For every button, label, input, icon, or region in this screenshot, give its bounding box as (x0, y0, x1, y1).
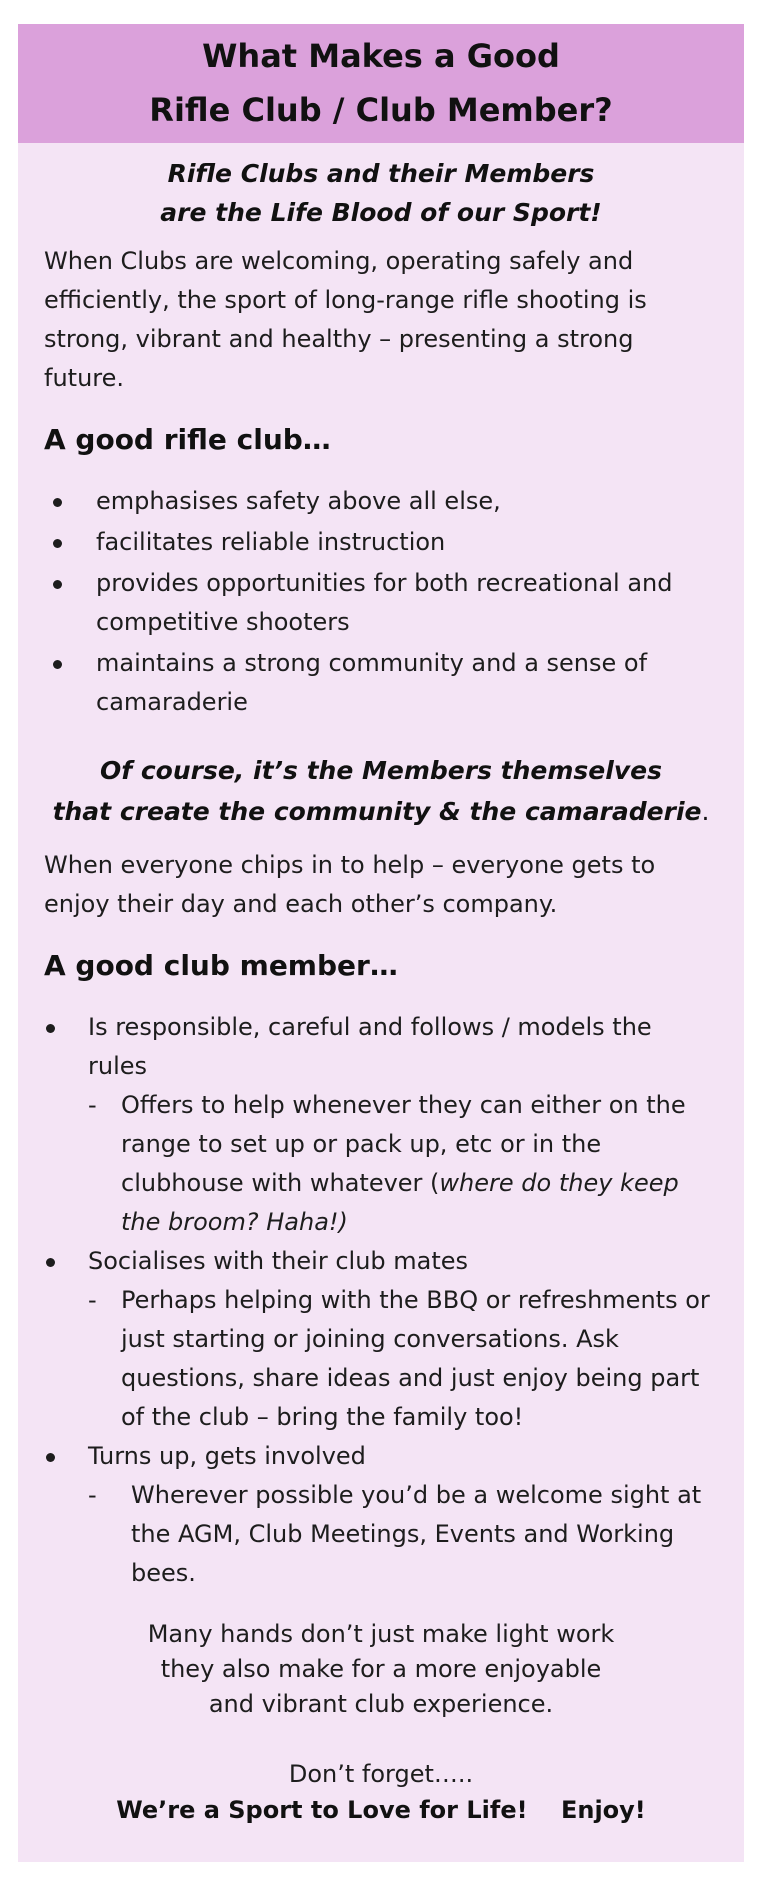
closing-line-3: and vibrant club experience. (208, 1690, 554, 1718)
list-item (44, 482, 718, 521)
title-line-2: Rifle Club / Club Member? (149, 91, 613, 129)
final-slogan: We’re a Sport to Love for Life! Enjoy! (116, 1796, 646, 1824)
good-club-list (44, 482, 718, 722)
title-banner (18, 24, 744, 143)
good-member-list (44, 1008, 718, 1593)
list-item-text: emphasises safety above all else, (96, 487, 501, 515)
subtitle-line-1: Rifle Clubs and their Members (167, 159, 595, 188)
sub-item-text: Offers to help whenever they can either on the range to set up or pack up, etc or in the clubhouse with whatever ( (121, 1091, 686, 1197)
list-item (44, 1437, 718, 1593)
closing-line-2: they also make for a more enjoyable (160, 1655, 602, 1683)
dash-icon: - (88, 1091, 97, 1119)
bullet-icon (53, 660, 62, 669)
sub-item (88, 1086, 718, 1242)
bullet-icon (53, 539, 62, 548)
list-item-text: Socialises with their club mates (88, 1247, 469, 1275)
bullet-icon (53, 580, 62, 589)
list-item (44, 1008, 718, 1242)
bullet-icon (46, 1024, 55, 1033)
subtitle-line-2: are the Life Blood of our Sport! (160, 198, 602, 227)
dash-icon: - (88, 1286, 97, 1314)
closing-line-1: Many hands don’t just make light work (147, 1620, 615, 1648)
intro-paragraph: When Clubs are welcoming, operating safely and efficiently, the sport of long-range rifle shooting is strong, vibrant and healthy – presenting a strong future. (44, 247, 647, 392)
list-item (44, 1242, 718, 1437)
members-quote (44, 750, 718, 832)
quote-line-1: Of course, it’s the Members themselves (100, 756, 662, 785)
flyer-panel (18, 24, 744, 1862)
good-club-heading: A good rifle club… (44, 423, 331, 456)
list-item-text: facilitates reliable instruction (96, 528, 446, 556)
sub-item (88, 1476, 718, 1593)
quote-period: . (701, 797, 710, 826)
list-item (44, 523, 718, 562)
sub-item (88, 1281, 718, 1437)
closing-message (44, 1617, 718, 1722)
list-item (44, 564, 718, 642)
quote-line-2-text: that create the community & the camaraderie (52, 797, 702, 826)
list-item-text: Turns up, gets involved (88, 1442, 366, 1470)
bullet-icon (53, 498, 62, 507)
dash-icon: - (88, 1481, 97, 1509)
list-item-text: provides opportunities for both recreational and competitive shooters (96, 569, 673, 636)
list-item-text: Is responsible, careful and follows / models the rules (88, 1013, 652, 1080)
list-item-text: maintains a strong community and a sense of camaraderie (96, 649, 648, 716)
sub-item-text: Perhaps helping with the BBQ or refreshments or just starting or joining conversations. Ask questions, share ideas and just enjoy being part of the club – bring the family too! (121, 1286, 710, 1431)
dont-forget-text: Don’t forget….. (288, 1760, 474, 1788)
bullet-icon (46, 1453, 55, 1462)
quote-line-2 (44, 791, 718, 832)
title-line-1: What Makes a Good (202, 37, 560, 75)
flyer-content (18, 154, 744, 1828)
good-member-heading: A good club member… (44, 949, 398, 982)
list-item (44, 644, 718, 722)
chip-in-paragraph: When everyone chips in to help – everyone gets to enjoy their day and each other’s company. (44, 851, 656, 918)
bullet-icon (46, 1258, 55, 1267)
sub-item-italic-text: where do they keep the broom? Haha!) (121, 1169, 679, 1236)
subtitle (44, 154, 718, 232)
sub-item-text: Wherever possible you’d be a welcome sight at the AGM, Club Meetings, Events and Working bees. (131, 1481, 702, 1587)
